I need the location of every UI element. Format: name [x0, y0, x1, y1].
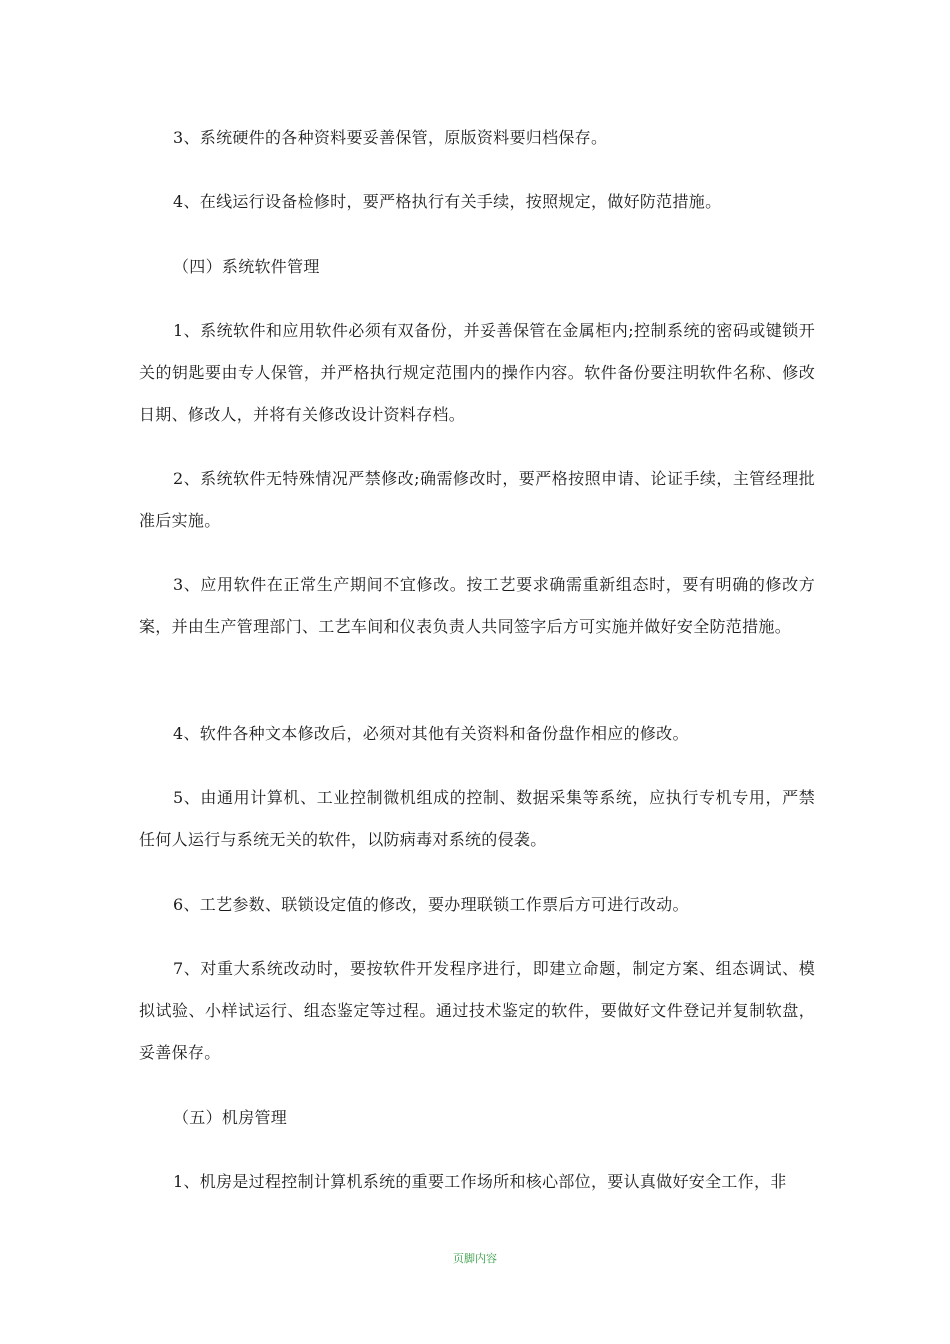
paragraph-hardware-4: 4、在线运行设备检修时，要严格执行有关手续，按照规定，做好防范措施。: [173, 192, 722, 211]
paragraph-hardware-3: 3、系统硬件的各种资料要妥善保管，原版资料要归档保存。: [173, 128, 608, 147]
paragraph-machine-room-1: 1、机房是过程控制计算机系统的重要工作场所和核心部位，要认真做好安全工作，非: [173, 1172, 787, 1191]
paragraph-software-3: 3、应用软件在正常生产期间不宜修改。按工艺要求确需重新组态时，要有明确的修改方案，并由生产管理部门、工艺车间和仪表负责人共同签字后方可实施并做好安全防范措施。: [139, 575, 815, 636]
paragraph-software-4: 4、软件各种文本修改后，必须对其他有关资料和备份盘作相应的修改。: [173, 724, 689, 743]
paragraph-software-2: 2、系统软件无特殊情况严禁修改;确需修改时，要严格按照申请、论证手续，主管经理批准后实施。: [139, 469, 815, 530]
paragraph-software-5: 5、由通用计算机、工业控制微机组成的控制、数据采集等系统，应执行专机专用，严禁任何人运行与系统无关的软件，以防病毒对系统的侵袭。: [139, 788, 815, 849]
section-heading-machine-room: （五）机房管理: [173, 1108, 288, 1127]
page-footer: 页脚内容: [453, 1252, 497, 1265]
paragraph-software-6: 6、工艺参数、联锁设定值的修改，要办理联锁工作票后方可进行改动。: [173, 895, 689, 914]
paragraph-software-1: 1、系统软件和应用软件必须有双备份，并妥善保管在金属柜内;控制系统的密码或键锁开关的钥匙要由专人保管，并严格执行规定范围内的操作内容。软件备份要注明软件名称、修改日期、修改人，并将有关修改设计资料存档。: [139, 321, 815, 424]
paragraph-software-7: 7、对重大系统改动时，要按软件开发程序进行，即建立命题，制定方案、组态调试、模拟试验、小样试运行、组态鉴定等过程。通过技术鉴定的软件，要做好文件登记并复制软盘，妥善保存。: [139, 959, 815, 1062]
section-heading-software: （四）系统软件管理: [173, 257, 320, 276]
